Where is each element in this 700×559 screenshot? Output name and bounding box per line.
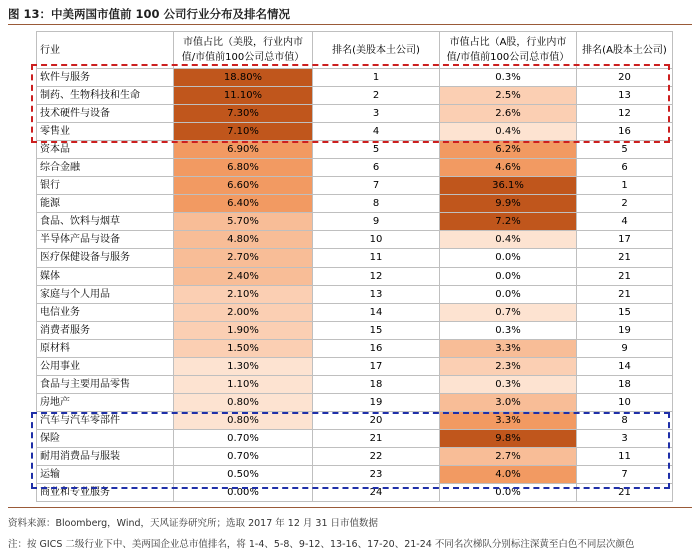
table-row [37, 69, 673, 87]
cn-rank-cell: 6 [577, 159, 673, 177]
us-share-cell: 2.00% [174, 303, 313, 321]
us-rank-cell: 8 [313, 195, 440, 213]
cn-share-cell: 0.4% [440, 123, 577, 141]
cn-rank-cell: 2 [577, 195, 673, 213]
cn-share-cell: 0.0% [440, 285, 577, 303]
table-row [37, 484, 673, 502]
cn-rank-cell: 10 [577, 393, 673, 411]
cn-rank-cell: 5 [577, 141, 673, 159]
cn-share-cell: 7.2% [440, 213, 577, 231]
cn-rank-cell: 19 [577, 321, 673, 339]
cn-rank-cell: 21 [577, 249, 673, 267]
cn-share-cell: 0.3% [440, 69, 577, 87]
industry-cell: 媒体 [37, 267, 174, 285]
us-rank-cell: 1 [313, 69, 440, 87]
cn-rank-cell: 1 [577, 177, 673, 195]
industry-cell: 软件与服务 [37, 69, 174, 87]
figure-title: 图 13：中美两国市值前 100 公司行业分布及排名情况 [8, 7, 291, 21]
cn-share-cell: 36.1% [440, 177, 577, 195]
us-rank-cell: 2 [313, 87, 440, 105]
us-rank-cell: 15 [313, 321, 440, 339]
us-share-cell: 18.80% [174, 69, 313, 87]
us-rank-cell: 16 [313, 339, 440, 357]
us-share-cell: 6.80% [174, 159, 313, 177]
us-share-cell: 7.10% [174, 123, 313, 141]
industry-cell: 消费者服务 [37, 321, 174, 339]
cn-rank-cell: 7 [577, 466, 673, 484]
industry-cell: 汽车与汽车零部件 [37, 411, 174, 429]
table-row [37, 285, 673, 303]
cn-share-cell: 0.7% [440, 303, 577, 321]
table-row [37, 393, 673, 411]
us-share-cell: 0.80% [174, 411, 313, 429]
industry-cell: 银行 [37, 177, 174, 195]
table-row [37, 429, 673, 447]
cn-rank-cell: 16 [577, 123, 673, 141]
cn-share-cell: 2.6% [440, 105, 577, 123]
us-share-cell: 2.70% [174, 249, 313, 267]
cn-share-cell: 3.3% [440, 339, 577, 357]
us-rank-cell: 17 [313, 357, 440, 375]
us-rank-cell: 10 [313, 231, 440, 249]
us-share-cell: 6.60% [174, 177, 313, 195]
industry-cell: 零售业 [37, 123, 174, 141]
industry-cell: 耐用消费品与服装 [37, 447, 174, 465]
table-row [37, 321, 673, 339]
us-share-cell: 0.70% [174, 447, 313, 465]
title-divider [8, 24, 692, 25]
table-row [37, 177, 673, 195]
cn-share-cell: 3.0% [440, 393, 577, 411]
us-rank-cell: 22 [313, 447, 440, 465]
industry-cell: 保险 [37, 429, 174, 447]
header-industry: 行业 [37, 32, 174, 69]
cn-share-cell: 4.0% [440, 466, 577, 484]
cn-share-cell: 4.6% [440, 159, 577, 177]
table-row [37, 375, 673, 393]
us-share-cell: 11.10% [174, 87, 313, 105]
cn-rank-cell: 14 [577, 357, 673, 375]
table-row [37, 411, 673, 429]
us-share-cell: 1.30% [174, 357, 313, 375]
us-rank-cell: 9 [313, 213, 440, 231]
cn-rank-cell: 11 [577, 447, 673, 465]
industry-cell: 运输 [37, 466, 174, 484]
cn-share-cell: 9.8% [440, 429, 577, 447]
us-share-cell: 2.10% [174, 285, 313, 303]
cn-share-cell: 0.3% [440, 375, 577, 393]
us-share-cell: 1.10% [174, 375, 313, 393]
cn-share-cell: 2.7% [440, 447, 577, 465]
table-row [37, 195, 673, 213]
us-rank-cell: 24 [313, 484, 440, 502]
source-note: 资料来源：Bloomberg，Wind，天风证券研究所；选取 2017 年 12 月 31 日市值数据 [8, 518, 379, 529]
industry-cell: 能源 [37, 195, 174, 213]
industry-cell: 食品与主要用品零售 [37, 375, 174, 393]
table-row [37, 267, 673, 285]
cn-share-cell: 9.9% [440, 195, 577, 213]
us-rank-cell: 18 [313, 375, 440, 393]
industry-cell: 公用事业 [37, 357, 174, 375]
cn-rank-cell: 3 [577, 429, 673, 447]
industry-cell: 商业和专业服务 [37, 484, 174, 502]
cn-share-cell: 2.3% [440, 357, 577, 375]
us-rank-cell: 5 [313, 141, 440, 159]
us-rank-cell: 20 [313, 411, 440, 429]
us-rank-cell: 4 [313, 123, 440, 141]
us-rank-cell: 3 [313, 105, 440, 123]
us-share-cell: 2.40% [174, 267, 313, 285]
industry-cell: 原材料 [37, 339, 174, 357]
cn-rank-cell: 21 [577, 267, 673, 285]
us-rank-cell: 21 [313, 429, 440, 447]
us-rank-cell: 13 [313, 285, 440, 303]
industry-cell: 家庭与个人用品 [37, 285, 174, 303]
cn-share-cell: 0.3% [440, 321, 577, 339]
cn-rank-cell: 15 [577, 303, 673, 321]
table-row [37, 87, 673, 105]
cn-rank-cell: 9 [577, 339, 673, 357]
us-rank-cell: 23 [313, 466, 440, 484]
table-header-row [37, 32, 673, 69]
table-body [37, 69, 673, 502]
notes-divider [8, 507, 692, 508]
cn-share-cell: 0.0% [440, 484, 577, 502]
table-row [37, 213, 673, 231]
industry-cell: 食品、饮料与烟草 [37, 213, 174, 231]
cn-rank-cell: 18 [577, 375, 673, 393]
us-rank-cell: 11 [313, 249, 440, 267]
cn-share-cell: 2.5% [440, 87, 577, 105]
cn-rank-cell: 17 [577, 231, 673, 249]
cn-rank-cell: 20 [577, 69, 673, 87]
table-row [37, 339, 673, 357]
cn-rank-cell: 13 [577, 87, 673, 105]
industry-cell: 半导体产品与设备 [37, 231, 174, 249]
cn-rank-cell: 21 [577, 484, 673, 502]
industry-cell: 资本品 [37, 141, 174, 159]
table-row [37, 231, 673, 249]
industry-cell: 综合金融 [37, 159, 174, 177]
cn-share-cell: 0.0% [440, 267, 577, 285]
cn-rank-cell: 12 [577, 105, 673, 123]
remark-note: 注：按 GICS 二级行业下中、美两国企业总市值排名，将 1-4、5-8、9-12、13-16、17-20、21-24 不同名次梯队分别标注深黄至白色不同层次颜色 [8, 539, 635, 550]
header-cn-rank: 排名(A股本土公司) [577, 32, 673, 69]
cn-rank-cell: 8 [577, 411, 673, 429]
cn-share-cell: 0.0% [440, 249, 577, 267]
table-row [37, 303, 673, 321]
header-us-share: 市值占比（美股，行业内市值/市值前100公司总市值） [174, 32, 313, 69]
us-share-cell: 7.30% [174, 105, 313, 123]
us-rank-cell: 6 [313, 159, 440, 177]
us-share-cell: 0.50% [174, 466, 313, 484]
cn-rank-cell: 21 [577, 285, 673, 303]
industry-ranking-table [36, 31, 673, 502]
us-share-cell: 0.70% [174, 429, 313, 447]
table-row [37, 141, 673, 159]
header-us-rank: 排名(美股本土公司) [313, 32, 440, 69]
cn-rank-cell: 4 [577, 213, 673, 231]
industry-cell: 房地产 [37, 393, 174, 411]
industry-cell: 技术硬件与设备 [37, 105, 174, 123]
us-rank-cell: 14 [313, 303, 440, 321]
table-row [37, 123, 673, 141]
cn-share-cell: 6.2% [440, 141, 577, 159]
table-row [37, 447, 673, 465]
industry-cell: 电信业务 [37, 303, 174, 321]
table-row [37, 249, 673, 267]
table-row [37, 357, 673, 375]
us-rank-cell: 7 [313, 177, 440, 195]
us-share-cell: 0.80% [174, 393, 313, 411]
us-share-cell: 6.90% [174, 141, 313, 159]
table-row [37, 159, 673, 177]
us-share-cell: 5.70% [174, 213, 313, 231]
cn-share-cell: 3.3% [440, 411, 577, 429]
industry-cell: 医疗保健设备与服务 [37, 249, 174, 267]
us-rank-cell: 19 [313, 393, 440, 411]
cn-share-cell: 0.4% [440, 231, 577, 249]
header-cn-share: 市值占比（A股，行业内市值/市值前100公司总市值） [440, 32, 577, 69]
us-share-cell: 1.90% [174, 321, 313, 339]
table-row [37, 466, 673, 484]
industry-cell: 制药、生物科技和生命 [37, 87, 174, 105]
table-row [37, 105, 673, 123]
us-share-cell: 0.00% [174, 484, 313, 502]
us-share-cell: 6.40% [174, 195, 313, 213]
us-rank-cell: 12 [313, 267, 440, 285]
us-share-cell: 1.50% [174, 339, 313, 357]
us-share-cell: 4.80% [174, 231, 313, 249]
